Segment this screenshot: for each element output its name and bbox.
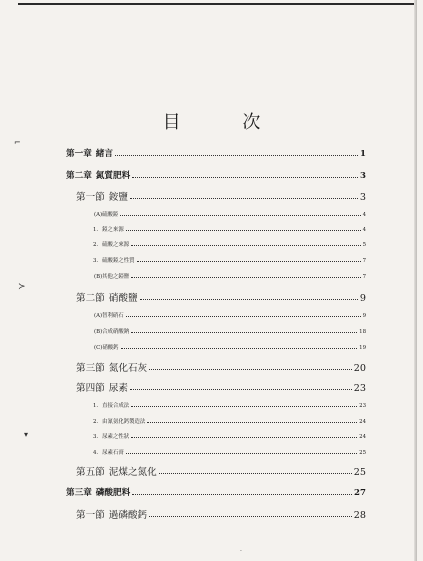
scan-speck: ⌐: [14, 138, 21, 147]
toc-entry-label: 過磷酸鈣: [108, 510, 148, 521]
toc-entry-label: (C)硝酸鈣: [94, 345, 119, 351]
scan-speck: ≻: [18, 282, 26, 292]
toc-entry-page: 9: [362, 313, 366, 319]
toc-entry: [93, 240, 366, 248]
dot-leader: [130, 384, 352, 390]
toc-entry: [66, 486, 366, 498]
dot-leader: [159, 468, 352, 474]
toc-entry-page: 18: [359, 329, 366, 335]
dot-leader: [126, 450, 357, 454]
toc-entry: [66, 169, 366, 181]
dot-leader: [126, 313, 361, 317]
toc-entry-label: 緒言: [95, 149, 113, 159]
toc-entry-label: 磷酸肥料: [95, 488, 131, 498]
toc-entry-number: 2.: [93, 242, 99, 248]
toc-entry-number: 第一節: [76, 192, 105, 203]
toc-entry-number: 第一章: [66, 149, 92, 159]
toc-entry-page: 5: [362, 242, 366, 248]
toc-entry-label: 尿素之性狀: [102, 434, 130, 440]
toc-entry-page: 7: [362, 274, 366, 280]
toc-entry: [93, 448, 366, 456]
dot-leader: [149, 364, 352, 370]
toc-entry-label: 尿素: [108, 383, 128, 394]
toc-entry-label: 氮化石灰: [108, 363, 148, 374]
toc-entry: [76, 360, 366, 374]
dot-leader: [137, 258, 361, 262]
dot-leader: [130, 193, 358, 199]
toc-entry: [76, 380, 366, 394]
toc-entry-label: 硫酸錏之性質: [102, 258, 135, 264]
toc-entry-number: 第二節: [76, 293, 105, 304]
toc-entry-page: 1: [360, 149, 366, 159]
dot-leader: [126, 227, 361, 231]
toc-entry-page: 4: [362, 212, 366, 218]
toc-entry: [76, 507, 366, 521]
toc-entry-page: 3: [359, 192, 366, 203]
page-title: 目 次: [162, 112, 289, 133]
toc-entry-page: 25: [353, 467, 366, 478]
dot-leader: [115, 150, 358, 156]
dot-leader: [121, 345, 358, 349]
toc-entry-number: 4.: [93, 450, 99, 456]
toc-entry-number: 1.: [93, 227, 99, 233]
toc-entry-page: 20: [353, 363, 366, 374]
toc-entry-label: (B)合成硝酸鈉: [94, 329, 130, 335]
toc-entry-page: 28: [353, 510, 366, 521]
toc-entry-number: 1.: [93, 403, 99, 409]
toc-entry-label: (A)智利硝石: [94, 313, 124, 319]
dot-leader: [131, 403, 357, 407]
dot-leader: [131, 434, 357, 438]
toc-entry-number: 2.: [93, 419, 99, 425]
toc-entry-number: 第三章: [66, 488, 92, 498]
toc-entry-label: 硫酸之來源: [102, 242, 130, 248]
toc-entry: [76, 189, 366, 203]
toc-entry: [93, 256, 366, 264]
toc-entry-label: 銨鹽: [108, 192, 128, 203]
toc-entry-label: 硝酸鹽: [108, 293, 138, 304]
toc-entry-number: 第四節: [76, 383, 105, 394]
toc-entry-page: 7: [362, 258, 366, 264]
toc-entry-number: 3.: [93, 434, 99, 440]
toc-entry-number: 第二章: [66, 171, 92, 181]
dot-leader: [147, 419, 357, 423]
toc-entry-label: 氮質肥料: [95, 171, 131, 181]
toc-entry: [76, 290, 366, 304]
toc-entry-page: 23: [359, 403, 366, 409]
dot-leader: [131, 274, 360, 278]
toc-entry: [93, 417, 366, 425]
toc-entry: [90, 311, 366, 319]
toc-entry-label: (B)其他之錏鹽: [94, 274, 130, 280]
dot-leader: [132, 489, 352, 495]
toc-entry-label: 錏之來源: [102, 227, 124, 233]
toc-entry-page: 23: [353, 383, 366, 394]
dot-leader: [140, 294, 358, 300]
toc-entry-page: 19: [359, 345, 366, 351]
toc-entry: [66, 147, 366, 159]
toc-entry: [90, 343, 366, 351]
toc-entry: [93, 225, 366, 233]
dot-leader: [131, 329, 357, 333]
toc-entry-page: 9: [359, 293, 366, 304]
toc-entry-page: 25: [359, 450, 366, 456]
scan-speck: ·: [240, 548, 242, 555]
toc-entry-label: (A)硫酸錏: [94, 212, 119, 218]
dot-leader: [131, 242, 360, 246]
toc-entry-page: 3: [360, 171, 366, 181]
toc-entry: [93, 432, 366, 440]
dot-leader: [132, 172, 358, 178]
toc-entry-number: 3.: [93, 258, 99, 264]
toc-entry: [90, 272, 366, 280]
toc-entry-label: 直接合成法: [102, 403, 130, 409]
toc-entry-number: 第三節: [76, 363, 105, 374]
toc-entry-label: 尿素石膏: [102, 450, 124, 456]
toc-entry-number: 第一節: [76, 510, 105, 521]
top-rule: [18, 3, 414, 5]
toc-entry-label: 泥煤之氮化: [108, 467, 157, 478]
scan-speck: ▾: [24, 430, 29, 439]
toc-entry-page: 24: [359, 434, 366, 440]
toc-entry-page: 24: [359, 419, 366, 425]
page-edge-shadow: [414, 0, 417, 561]
toc-entry: [93, 401, 366, 409]
toc-entry: [90, 210, 366, 218]
toc-entry-page: 4: [362, 227, 366, 233]
toc-entry-number: 第五節: [76, 467, 105, 478]
toc-entry: [90, 327, 366, 335]
dot-leader: [120, 212, 360, 216]
toc-entry-page: 27: [354, 488, 366, 498]
dot-leader: [149, 511, 352, 517]
toc-entry: [76, 464, 366, 478]
toc-entry-label: 由氰氨化鈣製造法: [102, 419, 146, 425]
